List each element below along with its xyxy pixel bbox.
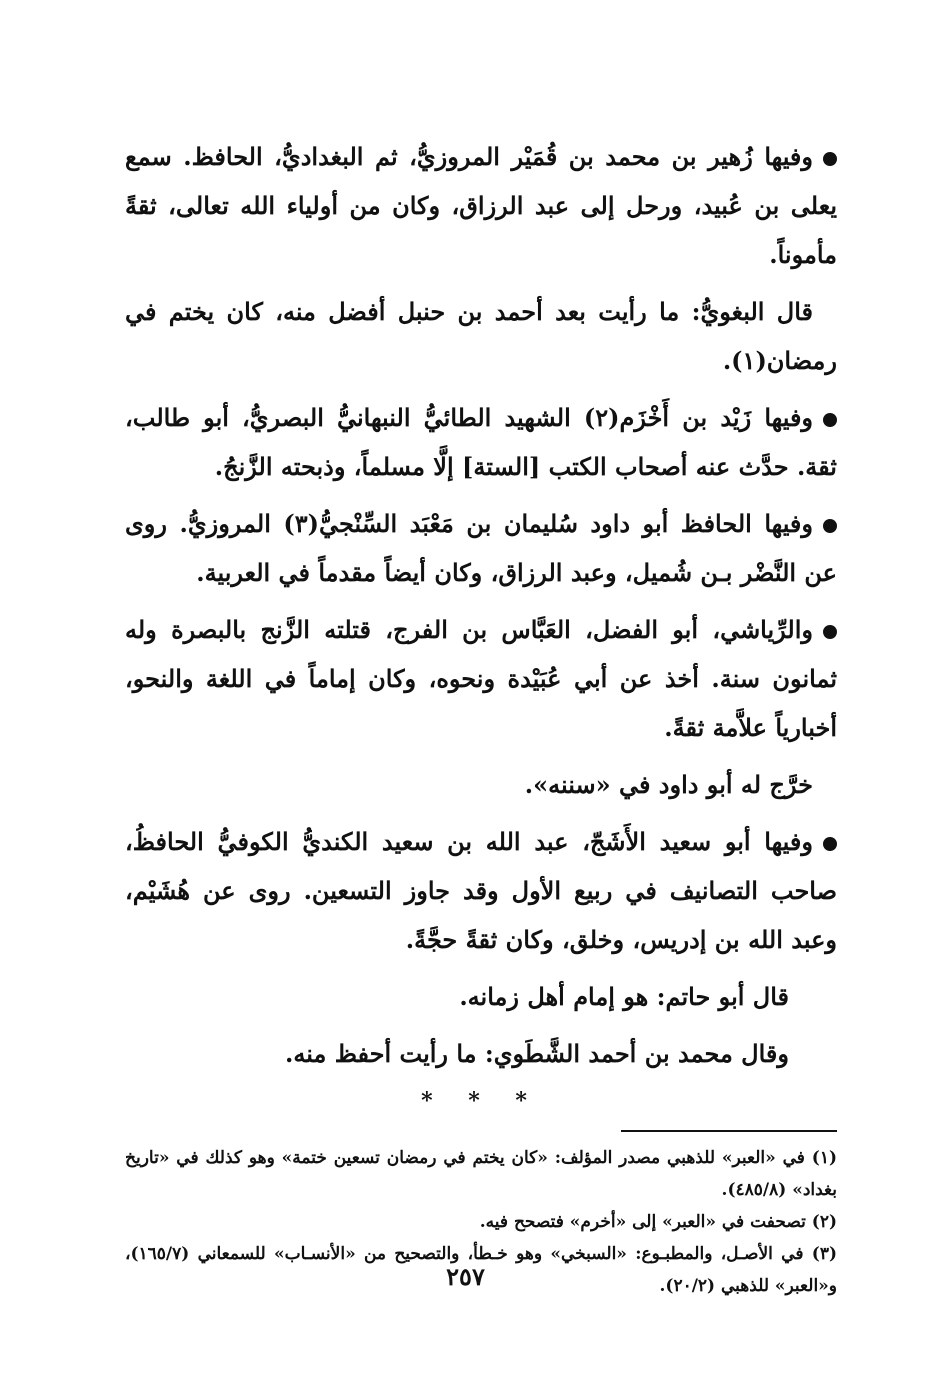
footnote-3: (٣) في الأصـل، والمطبـوع: «السبخي» وهو خـطأ، والتصحيح من «الأنسـاب» للسمعاني (١٦٥/٧)، و«العبر» للذهبي (٢٠/٢). xyxy=(125,1244,837,1296)
bullet-icon xyxy=(823,625,837,639)
paragraph-text: وفيها زُهير بن محمد بن قُمَيْر المروزيُّ، ثم البغداديُّ، الحافظ. سمع يعلى بن عُبيد، ورحل إلى عبد الرزاق، وكان من أولياء الله تعالى، ثقةً مأموناً. xyxy=(125,142,837,269)
section-separator: * * * xyxy=(421,1088,541,1114)
paragraph-text: قال البغويُّ: ما رأيت بعد أحمد بن حنبل أفضل منه، كان يختم في رمضان(١). xyxy=(125,297,837,375)
page-number: ٢٥٧ xyxy=(446,1262,485,1291)
footnote-1: (١) في «العبر» للذهبي مصدر المؤلف: «كان يختم في رمضان تسعين ختمة» وهو كذلك في «تاريخ بغداد» (٤٨٥/٨). xyxy=(125,1148,837,1200)
paragraph-zuhair xyxy=(125,132,837,279)
paragraph-text: وفيها الحافظ أبو داود سُليمان بن مَعْبَد السِّنْجيُّ(٣) المروزيُّ. روى عن النَّضْر بـن شُميل، وعبد الرزاق، وكان أيضاً مقدماً في العربية. xyxy=(125,509,837,587)
paragraph-shatawi xyxy=(125,1029,837,1078)
paragraph-abu-dawud-sinji xyxy=(125,499,837,597)
footnote-2: (٢) تصحفت في «العبر» إلى «أخرم» فتصحح فيه. xyxy=(479,1212,837,1232)
paragraph-text: وفيها زَيْد بن أَخْزَم(٢) الشهيد الطائيُّ النبهانيُّ البصريُّ، أبو طالب، ثقة. حدَّث عنه أصحاب الكتب [الستة] إلَّا مسلماً، وذبحته الزَّنجُ. xyxy=(125,403,837,481)
paragraph-text: وقال محمد بن أحمد الشَّطَوي: ما رأيت أحفظ منه. xyxy=(285,1039,789,1068)
paragraph-kharraja xyxy=(125,760,837,809)
paragraph-text: والرِّياشي، أبو الفضل، العَبَّاس بن الفرج، قتلته الزَّنج بالبصرة وله ثمانون سنة. أخذ عن أبي عُبَيْدة ونحوه، وكان إماماً في اللغة والنحو، أخبارياً علاَّمة ثقةً. xyxy=(125,615,837,742)
page-content xyxy=(125,132,837,1302)
bullet-icon xyxy=(823,152,837,166)
body-text xyxy=(125,132,837,1078)
paragraph-riyashi xyxy=(125,605,837,752)
paragraph-text: وفيها أبو سعيد الأَشَجّ، عبد الله بن سعيد الكنديُّ الكوفيُّ الحافظُ، صاحب التصانيف في ربيع الأول وقد جاوز التسعين. روى عن هُشَيْم، وعبد الله بن إدريس، وخلق، وكان ثقةً حجَّةً. xyxy=(125,827,837,954)
bullet-icon xyxy=(823,837,837,851)
bullet-icon xyxy=(823,413,837,427)
paragraph-ashajj xyxy=(125,817,837,964)
paragraph-zayd xyxy=(125,393,837,491)
bullet-icon xyxy=(823,519,837,533)
paragraph-text: خرَّج له أبو داود في «سننه». xyxy=(524,770,813,799)
paragraph-text: قال أبو حاتم: هو إمام أهل زمانه. xyxy=(459,982,789,1011)
footnote-divider xyxy=(621,1130,837,1132)
paragraph-abu-hatim xyxy=(125,972,837,1021)
paragraph-baghawi-quote xyxy=(125,287,837,385)
